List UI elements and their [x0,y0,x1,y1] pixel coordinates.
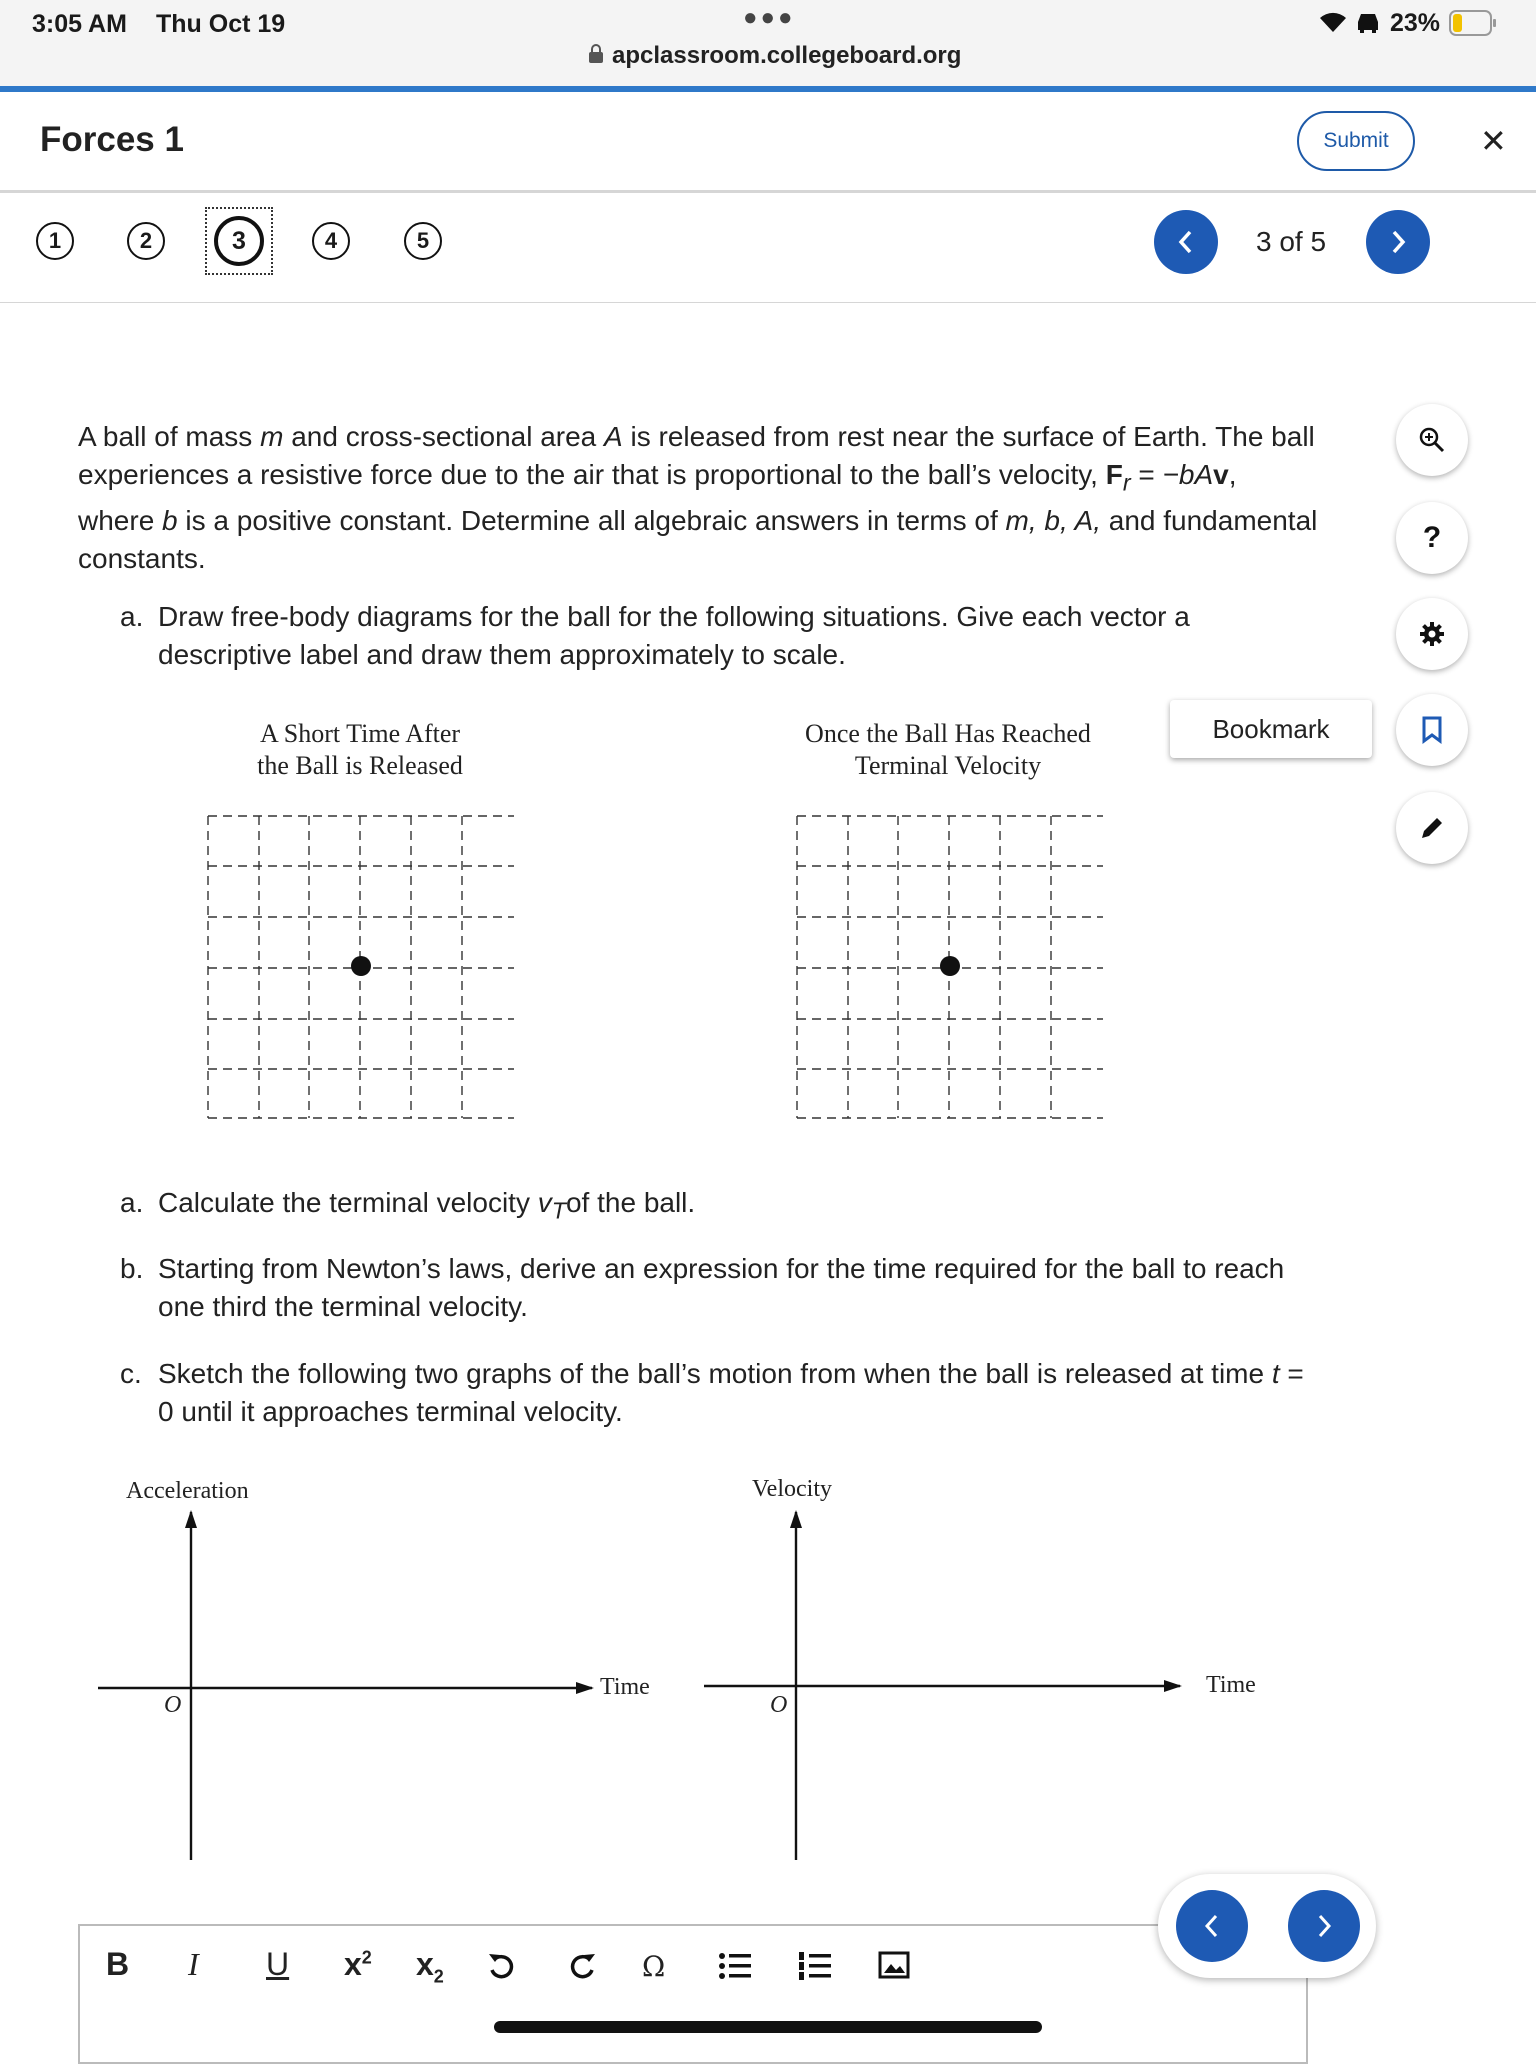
subscript-button[interactable]: $x_2$ [416,1946,444,1987]
velocity-time-label: Time [1206,1672,1256,1698]
part-a2-label: a. [120,1187,144,1218]
italic-button[interactable]: I [188,1946,199,1982]
nav-divider [0,302,1536,303]
numbered-list-icon[interactable] [798,1950,832,1987]
question-5-button[interactable]: 5 [404,222,442,260]
diagram-right-caption [738,718,1158,782]
pencil-icon [1418,814,1446,842]
battery-percent: 23% [1390,9,1441,37]
question-position: 3 of 5 [1256,226,1327,257]
response-editor[interactable] [78,1924,1308,2064]
battery-icon [1449,10,1497,41]
zoom-in-button[interactable] [1396,404,1468,476]
diagram-right-caption-line1: Once the Ball Has Reached [805,719,1091,748]
bookmark-tooltip: Bookmark [1170,700,1372,758]
question-2-button[interactable]: 2 [127,222,165,260]
part-b-text: Starting from Newton’s laws, derive an expression for the time required for the ball to reach one third the terminal velocity. [158,1253,1285,1322]
special-character-button[interactable]: Ω [642,1950,666,1983]
accel-axis-label: Acceleration [126,1478,249,1504]
accel-origin-label: O [164,1692,182,1718]
part-a2-text: Calculate the terminal velocity $v_Tof$ the ball. [158,1187,696,1224]
bottom-previous-button[interactable] [1176,1890,1248,1962]
previous-question-button[interactable] [1154,210,1218,274]
page-load-bar [0,86,1536,92]
part-a-label: a. [120,601,144,632]
accel-time-label: Time [600,1674,650,1700]
gear-icon [1418,620,1446,648]
part-c-text: Sketch the following two graphs of the ball’s motion from when the ball is released at time t = 0 until it approaches terminal velocity. [158,1358,1304,1427]
annotate-button[interactable] [1396,792,1468,864]
wifi-icon [1318,10,1348,39]
accel-graph[interactable] [94,1506,604,1862]
undo-icon[interactable] [486,1950,518,1987]
next-question-button[interactable] [1366,210,1430,274]
bookmark-button[interactable] [1396,694,1468,766]
question-4-button[interactable]: 4 [312,222,350,260]
part-a-text: Draw free-body diagrams for the ball for the following situations. Give each vector a descriptive label and draw them approximately to scale. [158,601,1190,670]
question-3-button[interactable]: 3 [214,216,264,266]
help-button[interactable]: ? [1396,502,1468,574]
part-c-label: c. [120,1358,142,1389]
velocity-origin-label: O [770,1692,788,1718]
diagram-left-caption-line1: A Short Time After [259,719,461,748]
address-url[interactable]: apclassroom.collegeboard.org [612,42,962,69]
velocity-graph[interactable] [700,1506,1194,1862]
status-time: 3:05 AM [32,10,127,38]
part-b-label: b. [120,1253,144,1284]
ball-dot-left [351,956,371,976]
ball-dot-right [940,956,960,976]
more-dots-icon[interactable]: ●●● [743,4,796,31]
underline-button[interactable]: U [266,1946,290,1982]
home-indicator[interactable] [494,2021,1042,2033]
zoom-in-icon [1418,426,1446,454]
header-divider [0,190,1536,193]
chevron-right-icon [1314,1913,1334,1939]
bold-button[interactable]: B [106,1946,130,1982]
bottom-next-button[interactable] [1288,1890,1360,1962]
diagram-left-caption-line2: the Ball is Released [257,751,463,780]
fbd-grid-left[interactable] [206,814,516,1120]
bulleted-list-icon[interactable] [718,1950,752,1987]
redo-icon[interactable] [566,1950,598,1987]
settings-button[interactable] [1396,598,1468,670]
diagram-right-caption-line2: Terminal Velocity [854,751,1042,780]
status-date: Thu Oct 19 [156,10,286,38]
chevron-left-icon [1176,229,1196,255]
chevron-right-icon [1388,229,1408,255]
velocity-axis-label: Velocity [752,1476,832,1502]
fbd-grid-right[interactable] [795,814,1105,1120]
chevron-left-icon [1202,1913,1222,1939]
superscript-button[interactable]: $x^2$ [344,1946,372,1982]
lock-icon [588,44,604,69]
insert-image-icon[interactable] [878,1950,910,1985]
diagram-left-caption [150,718,570,782]
question-stem: A ball of mass m and cross-sectional area A is released from rest near the surface of Earth. The ball experiences a resistive force due to the air that is proportional to the ball’s velocity, $F_r = -bAv$, where b is a positive constant. Determine all algebraic answers in terms of m, b, A, and fundamental constants. [78,421,1318,574]
question-1-button[interactable]: 1 [36,222,74,260]
close-icon[interactable]: ✕ [1480,123,1507,159]
submit-button[interactable]: Submit [1297,111,1415,171]
car-icon [1354,10,1382,39]
bookmark-icon [1421,716,1443,744]
page-title: Forces 1 [40,120,184,159]
